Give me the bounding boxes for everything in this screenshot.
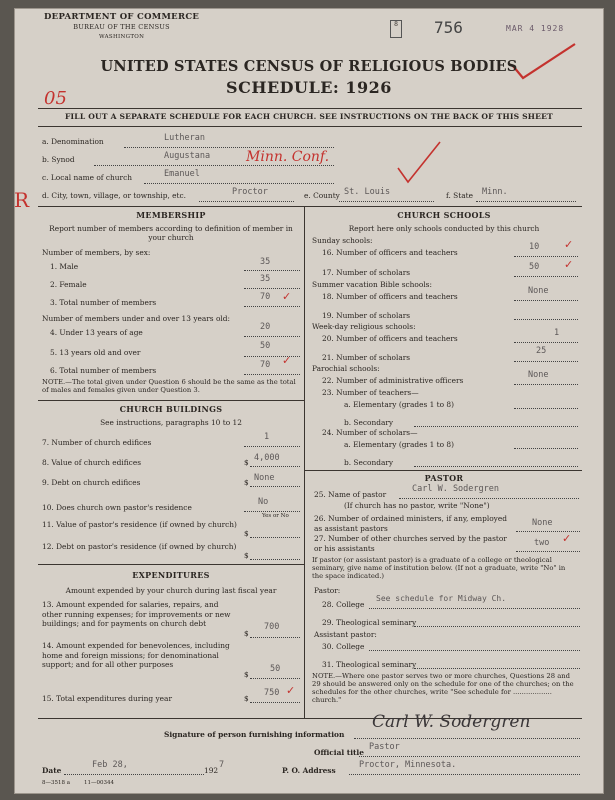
state-value: Minn. xyxy=(482,187,508,197)
q28-label: 28. College xyxy=(322,600,365,609)
stamp-number: 756 xyxy=(434,18,463,37)
q31-label: 31. Theological seminary xyxy=(322,660,417,669)
q23b-label: b. Secondary xyxy=(344,418,394,427)
q12-label: 12. Debt on pastor's residence (if owned by church) xyxy=(42,542,237,551)
q25-label: 25. Name of pastor xyxy=(314,490,387,499)
q10-label: 10. Does church own pastor's residence xyxy=(42,503,192,512)
q26-label: 26. Number of ordained ministers, if any, employed as assistant pastors xyxy=(314,514,507,533)
q4-value: 20 xyxy=(260,322,271,332)
year-suffix: 7 xyxy=(219,760,225,770)
q18-value: None xyxy=(528,286,549,296)
q8-dollar: $ xyxy=(244,458,249,467)
q24-label: 24. Number of scholars— xyxy=(322,428,418,437)
q16-label: 16. Number of officers and teachers xyxy=(322,248,458,257)
q29-label: 29. Theological seminary xyxy=(322,618,417,627)
census-schedule-page xyxy=(14,8,604,794)
q19-label: 19. Number of scholars xyxy=(322,311,411,320)
q14-dollar: $ xyxy=(244,670,249,679)
date-value: Feb 28, xyxy=(92,760,128,770)
synod-red-note: Minn. Conf. xyxy=(246,149,330,165)
q13-dollar: $ xyxy=(244,629,249,638)
q8-label: 8. Value of church edifices xyxy=(42,458,141,467)
q5-value: 50 xyxy=(260,341,271,351)
q4-label: 4. Under 13 years of age xyxy=(50,328,143,337)
signature: Carl W. Sodergren xyxy=(372,712,531,732)
q7-value: 1 xyxy=(264,432,270,442)
q11-dollar: $ xyxy=(244,529,249,538)
schools-intro: Report here only schools conducted by this church xyxy=(348,224,540,233)
q6-label: 6. Total number of members xyxy=(50,366,157,375)
q27-value: two xyxy=(534,538,550,548)
q3-check-icon: ✓ xyxy=(282,290,292,303)
q16-value: 10 xyxy=(529,242,540,252)
q30-label: 30. College xyxy=(322,642,365,651)
q22-label: 22. Number of administrative officers xyxy=(322,376,464,385)
assistant-pastor-subheading: Assistant pastor: xyxy=(314,630,377,639)
bureau-name: BUREAU OF THE CENSUS xyxy=(73,23,170,31)
address-value: Proctor, Minnesota. xyxy=(359,760,457,770)
q14-value: 50 xyxy=(270,664,281,674)
county-value: St. Louis xyxy=(344,187,391,197)
pastor-heading: PASTOR xyxy=(424,473,464,483)
q1-value: 35 xyxy=(260,257,271,267)
q9-value: None xyxy=(254,473,275,483)
vacation-schools-label: Summer vacation Bible schools: xyxy=(312,280,432,289)
date-label: Date xyxy=(42,766,62,775)
q23a-label: a. Elementary (grades 1 to 8) xyxy=(344,400,455,409)
form-number-secondary: 11—00344 xyxy=(84,780,114,786)
weekday-schools-label: Week-day religious schools: xyxy=(312,322,416,331)
membership-intro: Report number of members according to definition of member in your church xyxy=(49,224,293,242)
local-church-value: Emanuel xyxy=(164,169,200,179)
q10-value: No xyxy=(258,497,269,507)
membership-note: NOTE.—The total given under Question 6 should be the same as the total of males and females given under Question 3. xyxy=(42,378,296,394)
q25-value: Carl W. Sodergren xyxy=(412,484,499,494)
q24b-label: b. Secondary xyxy=(344,458,394,467)
form-title: UNITED STATES CENSUS OF RELIGIOUS BODIES xyxy=(100,58,518,75)
q5-label: 5. 13 years old and over xyxy=(50,348,141,357)
instructions-line: FILL OUT A SEPARATE SCHEDULE FOR EACH CHURCH. SEE INSTRUCTIONS ON THE BACK OF THIS SHEET xyxy=(64,112,554,121)
q3-value: 70 xyxy=(260,292,271,302)
q9-label: 9. Debt on church edifices xyxy=(42,478,141,487)
q13-value: 700 xyxy=(264,622,280,632)
q6-value: 70 xyxy=(260,360,271,370)
buildings-intro: See instructions, paragraphs 10 to 12 xyxy=(100,418,242,427)
q15-dollar: $ xyxy=(244,694,249,703)
stamp-box: 8 xyxy=(390,20,402,38)
address-label: P. O. Address xyxy=(282,766,336,775)
q21-value: 25 xyxy=(536,346,547,356)
red-annotation-number: 05 xyxy=(44,88,67,109)
parochial-schools-label: Parochial schools: xyxy=(312,364,380,373)
q1-label: 1. Male xyxy=(50,262,79,271)
denomination-value: Lutheran xyxy=(164,133,205,143)
synod-label: b. Synod xyxy=(42,155,75,164)
q28-value: See schedule for Midway Ch. xyxy=(376,594,507,603)
expenditures-heading: EXPENDITURES xyxy=(132,570,210,580)
q2-value: 35 xyxy=(260,274,271,284)
form-number: 8—3518 a xyxy=(42,780,71,786)
local-church-label: c. Local name of church xyxy=(42,173,132,182)
q27-check-icon: ✓ xyxy=(562,532,572,545)
schedule-title: SCHEDULE: 1926 xyxy=(226,78,392,97)
county-label: e. County xyxy=(304,191,340,200)
q22-value: None xyxy=(528,370,549,380)
city-label: d. City, town, village, or township, etc. xyxy=(42,191,187,200)
red-tick-icon xyxy=(394,138,454,188)
q6-check-icon: ✓ xyxy=(282,354,292,367)
official-title-value: Pastor xyxy=(369,742,400,752)
schools-heading: CHURCH SCHOOLS xyxy=(397,210,491,220)
yes-no-caption: Yes or No xyxy=(262,513,289,519)
q8-value: 4,000 xyxy=(254,453,280,463)
q23-label: 23. Number of teachers— xyxy=(322,388,419,397)
q14-label: 14. Amount expended for benevolences, including home and foreign missions; for denominational support; and for all other purposes xyxy=(42,641,230,669)
q15-label: 15. Total expenditures during year xyxy=(42,694,172,703)
graduate-note: If pastor (or assistant pastor) is a graduate of a college or theological seminary, give name of institution below. (If not a graduate, write "No" in the space indicated.) xyxy=(312,556,566,580)
members-by-sex-label: Number of members, by sex: xyxy=(42,248,151,257)
q12-dollar: $ xyxy=(244,551,249,560)
members-by-age-label: Number of members under and over 13 years old: xyxy=(42,314,230,323)
official-title-label: Official title xyxy=(314,748,364,757)
department-block xyxy=(44,12,199,42)
pastor-note: NOTE.—Where one pastor serves two or more churches, Questions 28 and 29 should be answered only on the schedule for one of the churches; on the schedules for the other churches, write "See schedule for .................. church." xyxy=(312,672,574,704)
year-prefix: 192 xyxy=(204,766,219,775)
buildings-heading: CHURCH BUILDINGS xyxy=(119,404,223,414)
q24a-label: a. Elementary (grades 1 to 8) xyxy=(344,440,455,449)
q27-label: 27. Number of other churches served by the pastor or his assistants xyxy=(314,534,507,553)
q18-label: 18. Number of officers and teachers xyxy=(322,292,458,301)
q17-label: 17. Number of scholars xyxy=(322,268,411,277)
city-value: Proctor xyxy=(232,187,268,197)
q15-value: 750 xyxy=(264,688,280,698)
q21-label: 21. Number of scholars xyxy=(322,353,411,362)
q25-note: (If church has no pastor, write "None") xyxy=(344,501,490,510)
synod-value: Augustana xyxy=(164,151,211,161)
red-annotation-letter: R xyxy=(14,188,30,212)
q20-label: 20. Number of officers and teachers xyxy=(322,334,458,343)
q7-label: 7. Number of church edifices xyxy=(42,438,152,447)
city-name: WASHINGTON xyxy=(98,34,145,40)
received-date-stamp: MAR 4 1928 xyxy=(506,24,565,33)
q16-check-icon: ✓ xyxy=(564,238,574,251)
department-name: DEPARTMENT OF COMMERCE xyxy=(44,12,200,22)
pastor-subheading: Pastor: xyxy=(314,586,341,595)
q15-check-icon: ✓ xyxy=(286,684,296,697)
q13-label: 13. Amount expended for salaries, repairs, and other running expenses; for improvements or new buildings; and for payments on church debt xyxy=(42,600,231,628)
sunday-schools-label: Sunday schools: xyxy=(312,236,373,245)
membership-heading: MEMBERSHIP xyxy=(136,210,206,220)
q9-dollar: $ xyxy=(244,478,249,487)
q17-check-icon: ✓ xyxy=(564,258,574,271)
q11-label: 11. Value of pastor's residence (if owned by church) xyxy=(42,520,237,529)
state-label: f. State xyxy=(446,191,473,200)
q2-label: 2. Female xyxy=(50,280,87,289)
expenditures-intro: Amount expended by your church during last fiscal year xyxy=(65,586,277,595)
q17-value: 50 xyxy=(529,262,540,272)
q20-value: 1 xyxy=(554,328,560,338)
signature-label: Signature of person furnishing information xyxy=(164,730,345,739)
q26-value: None xyxy=(532,518,553,528)
q3-label: 3. Total number of members xyxy=(50,298,157,307)
denomination-label: a. Denomination xyxy=(42,137,104,146)
